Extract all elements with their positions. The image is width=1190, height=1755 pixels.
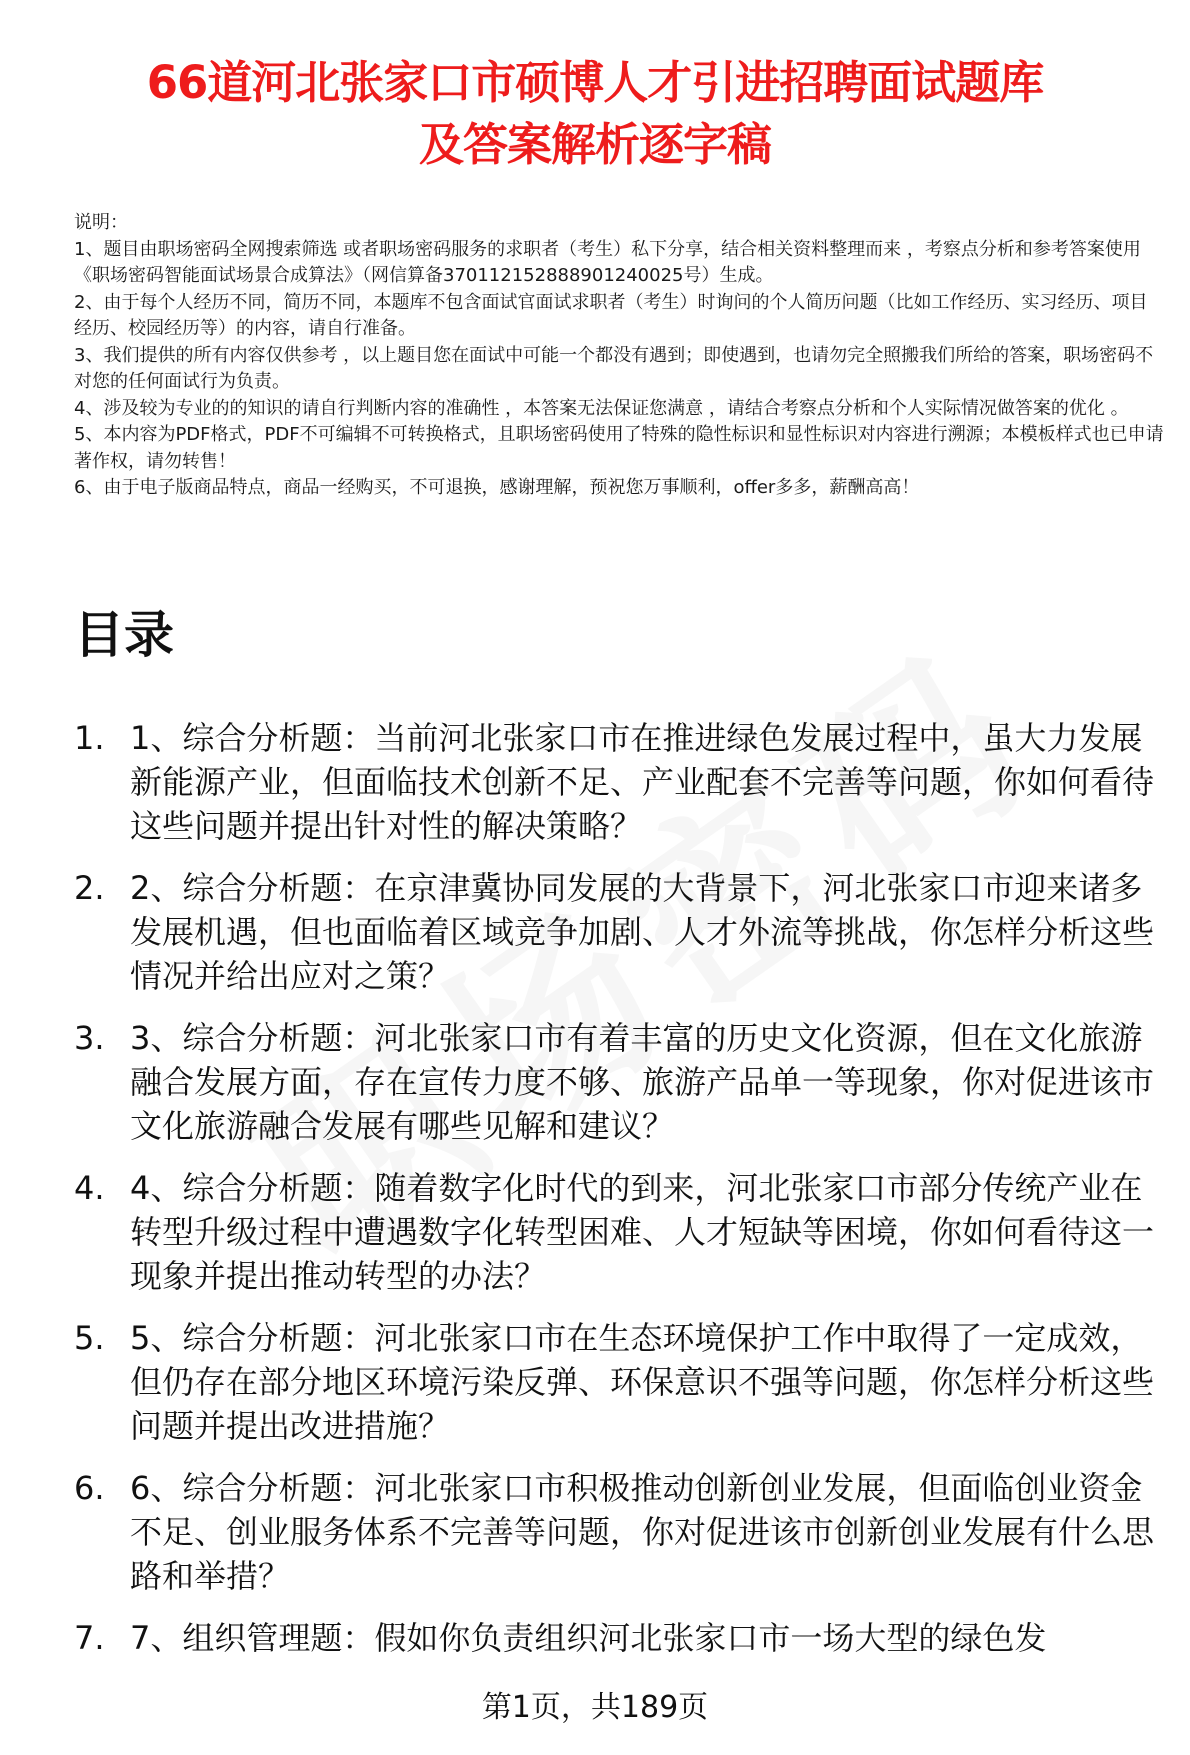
note-item-5: 5、本内容为PDF格式，PDF不可编辑不可转换格式，且职场密码使用了特殊的隐性标识和显性标识对内容进行溯源；本模板样式也已申请著作权，请勿转售！ — [74, 424, 1164, 472]
toc-item-number: 7. — [74, 1619, 105, 1657]
note-item-6: 6、由于电子版商品特点，商品一经购买，不可退换，感谢理解，预祝您万事顺利，offer多多，薪酬高高！ — [74, 477, 920, 498]
note-item-3: 3、我们提供的所有内容仅供参考 ，以上题目您在面试中可能一个都没有遇到；即使遇到，也请勿完全照搬我们所给的答案，职场密码不对您的任何面试行为负责。 — [74, 344, 1154, 392]
toc-item[interactable] — [74, 1166, 1174, 1298]
toc-item-number: 6. — [74, 1469, 105, 1507]
toc-item-number: 4. — [74, 1169, 105, 1207]
note-item-4: 4、涉及较为专业的的知识的请自行判断内容的准确性 ，本答案无法保证您满意 ，请结合考察点分析和个人实际情况做答案的优化 。 — [74, 397, 1129, 419]
toc-item-number: 3. — [74, 1019, 105, 1057]
notes-heading: 说明： — [74, 212, 128, 233]
table-of-contents — [74, 716, 1174, 1678]
toc-item[interactable] — [74, 1316, 1174, 1448]
page-number: 第1页，共189页 — [481, 1690, 709, 1725]
toc-item-number: 2. — [74, 869, 105, 907]
toc-heading: 目录 — [74, 606, 174, 664]
toc-item-text: 5、综合分析题：河北张家口市在生态环境保护工作中取得了一定成效，但仍存在部分地区环境污染反弹、环保意识不强等问题，你怎样分析这些问题并提出改进措施？ — [130, 1319, 1155, 1445]
document-title — [60, 52, 1130, 176]
note-item-1: 1、题目由职场密码全网搜索筛选 或者职场密码服务的求职者（考生）私下分享，结合相关资料整理而来 ，考察点分析和参考答案使用《职场密码智能面试场景合成算法》（网信算备370112152888901240025号）生成。 — [74, 238, 1141, 286]
notes-section — [74, 210, 1164, 502]
toc-item[interactable] — [74, 1016, 1174, 1148]
toc-item-number: 5. — [74, 1319, 105, 1357]
title-line-2: 及答案解析逐字稿 — [418, 118, 771, 171]
toc-item[interactable] — [74, 866, 1174, 998]
toc-item-text: 3、综合分析题：河北张家口市有着丰富的历史文化资源，但在文化旅游融合发展方面，存在宣传力度不够、旅游产品单一等现象，你对促进该市文化旅游融合发展有哪些见解和建议？ — [130, 1019, 1155, 1145]
toc-item-text: 6、综合分析题：河北张家口市积极推动创新创业发展，但面临创业资金不足、创业服务体系不完善等问题，你对促进该市创新创业发展有什么思路和举措？ — [130, 1469, 1155, 1595]
title-line-1: 66道河北张家口市硕博人才引进招聘面试题库 — [146, 56, 1044, 109]
toc-item[interactable] — [74, 1466, 1174, 1598]
toc-item-text: 4、综合分析题：随着数字化时代的到来，河北张家口市部分传统产业在转型升级过程中遭遇数字化转型困难、人才短缺等困境，你如何看待这一现象并提出推动转型的办法？ — [130, 1169, 1155, 1295]
toc-item-text: 1、综合分析题：当前河北张家口市在推进绿色发展过程中，虽大力发展新能源产业，但面临技术创新不足、产业配套不完善等问题，你如何看待这些问题并提出针对性的解决策略？ — [130, 719, 1155, 845]
note-item-2: 2、由于每个人经历不同，简历不同，本题库不包含面试官面试求职者（考生）时询问的个人简历问题（比如工作经历、实习经历、项目经历、校园经历等）的内容，请自行准备。 — [74, 291, 1148, 339]
toc-item-number: 1. — [74, 719, 105, 757]
toc-item[interactable] — [74, 1616, 1174, 1660]
toc-item[interactable] — [74, 716, 1174, 848]
toc-item-text: 2、综合分析题：在京津冀协同发展的大背景下，河北张家口市迎来诸多发展机遇，但也面临着区域竞争加剧、人才外流等挑战，你怎样分析这些情况并给出应对之策？ — [130, 869, 1155, 995]
toc-item-text: 7、组织管理题：假如你负责组织河北张家口市一场大型的绿色发 — [130, 1619, 1047, 1657]
